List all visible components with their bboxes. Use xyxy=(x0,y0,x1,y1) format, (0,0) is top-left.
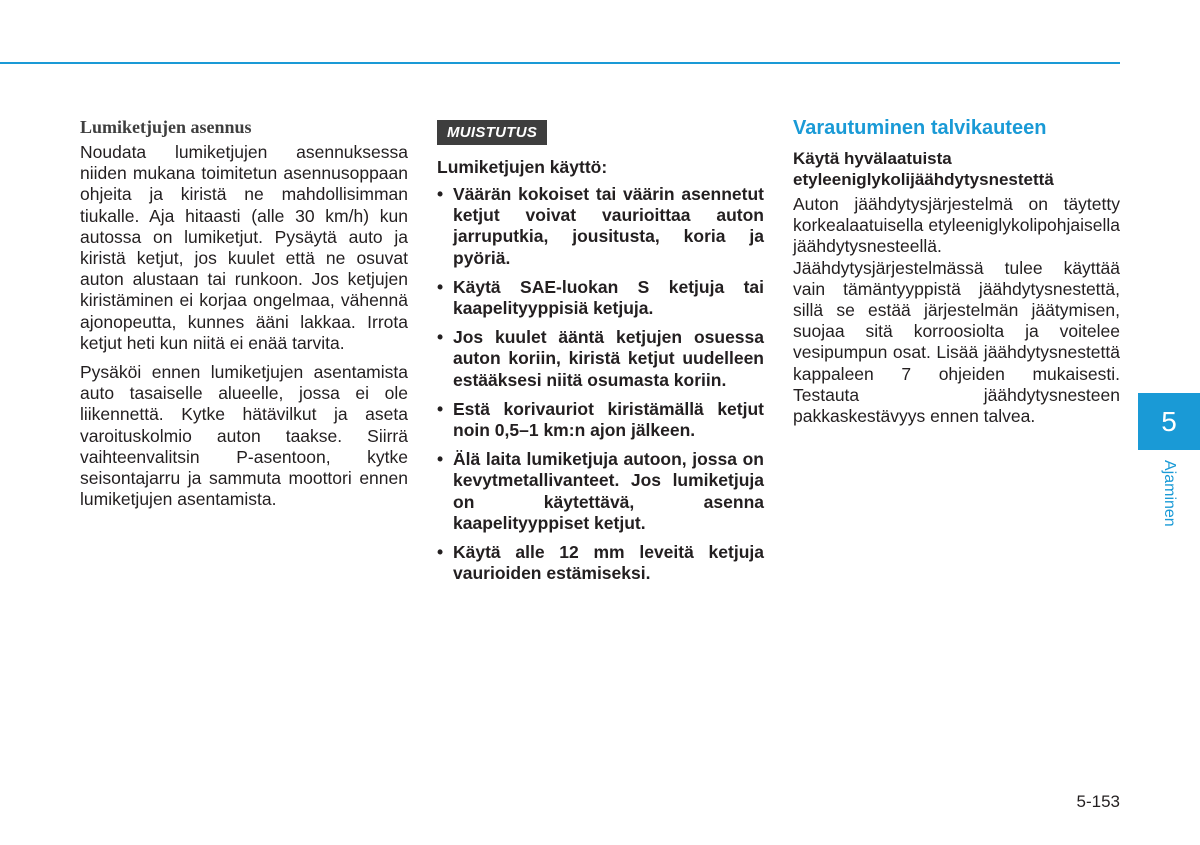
section-title-winter-preparation: Varautuminen talvikauteen xyxy=(793,117,1047,139)
caution-item-text: Jos kuulet ääntä ketjujen osuessa auton koriin, kiristä ketjut uudelleen estääksesi niitä osumasta koriin. xyxy=(453,327,764,390)
bullet-icon: • xyxy=(437,542,444,563)
paragraph-parking-before-installation: Pysäköi ennen lumiketjujen asentamista auto tasaiselle alueelle, jossa ei ole liikennettä. Kytke hätävilkut ja aseta varoituskolmio auton taakse. Siirrä vaihteenvalitsin P-asentoon, kytke seisontajarru ja sammuta moottori ennen lumiketjujen asentamista. xyxy=(80,362,408,510)
bullet-icon: • xyxy=(437,276,444,297)
caution-item xyxy=(437,277,764,319)
caution-item xyxy=(437,399,764,441)
chapter-tab: 5 xyxy=(1138,393,1200,450)
caution-title: Lumiketjujen käyttö: xyxy=(437,157,608,177)
caution-badge: MUISTUTUS xyxy=(437,120,547,145)
caution-note xyxy=(437,116,764,592)
page-number: 5-153 xyxy=(1076,792,1120,811)
caution-item-text: Älä laita lumiketjuja autoon, jossa on kevytmetallivanteet. Jos lumiketjuja on käytettävä, asenna kaapelityyppiset ketjut. xyxy=(453,449,764,533)
caution-item xyxy=(437,542,764,584)
left-column xyxy=(80,116,408,510)
bullet-icon: • xyxy=(437,449,444,470)
caution-item-text: Käytä SAE-luokan S ketjuja tai kaapelityyppisiä ketjuja. xyxy=(453,276,764,319)
caution-item xyxy=(437,449,764,534)
paragraph-installation-instructions: Noudata lumiketjujen asennuksessa niiden mukana toimitetun asennusoppaan ohjeita ja kiristä ne mahdollisimman tiukalle. Aja hitaasti (alle 30 km/h) kun autossa on lumiketjut. Pysäytä auto ja kiristä ketjut, jos kuulet että ne osuvat auton alustaan tai runkoon. Jos ketjujen kiristäminen ei korjaa ongelmaa, vähennä ajonopeutta, kunnes ääni lakkaa. Irrota ketjut heti kun niitä ei enää tarvita. xyxy=(80,142,408,353)
right-column xyxy=(793,116,1120,427)
header-rule xyxy=(0,62,1120,64)
caution-item-text: Väärän kokoiset tai väärin asennetut ketjut voivat vaurioittaa auton jarruputkia, jousitusta, koria ja pyöriä. xyxy=(453,184,764,268)
caution-item xyxy=(437,184,764,269)
subsection-title-coolant: Käytä hyvälaatuista etyleeniglykolijäähdytysnestettä xyxy=(793,149,1054,189)
section-heading-snow-chain-installation: Lumiketjujen asennus xyxy=(80,117,252,137)
chapter-label: Ajaminen xyxy=(1161,460,1178,527)
paragraph-coolant: Auton jäähdytysjärjestelmä on täytetty korkealaatuisella etyleeniglykolipohjaisella jäähdytysnesteellä. Jäähdytysjärjestelmässä tulee käyttää vain tämäntyyppistä jäähdytysnestettä, sillä se estää järjestelmän jäätymisen, suojaa sitä korroosiolta ja voitelee vesipumpun osat. Lisää jäähdytysnestettä kappaleen 7 ohjeiden mukaisesti. Testauta jäähdytysnesteen pakkaskestävyys ennen talvea. xyxy=(793,194,1120,427)
bullet-icon: • xyxy=(437,327,444,348)
caution-list xyxy=(437,184,764,584)
caution-item xyxy=(437,327,764,391)
bullet-icon: • xyxy=(437,184,444,204)
caution-item-text: Estä korivauriot kiristämällä ketjut noin 0,5–1 km:n ajon jälkeen. xyxy=(453,398,764,441)
caution-item-text: Käytä alle 12 mm leveitä ketjuja vaurioiden estämiseksi. xyxy=(453,542,764,584)
bullet-icon: • xyxy=(437,398,444,419)
